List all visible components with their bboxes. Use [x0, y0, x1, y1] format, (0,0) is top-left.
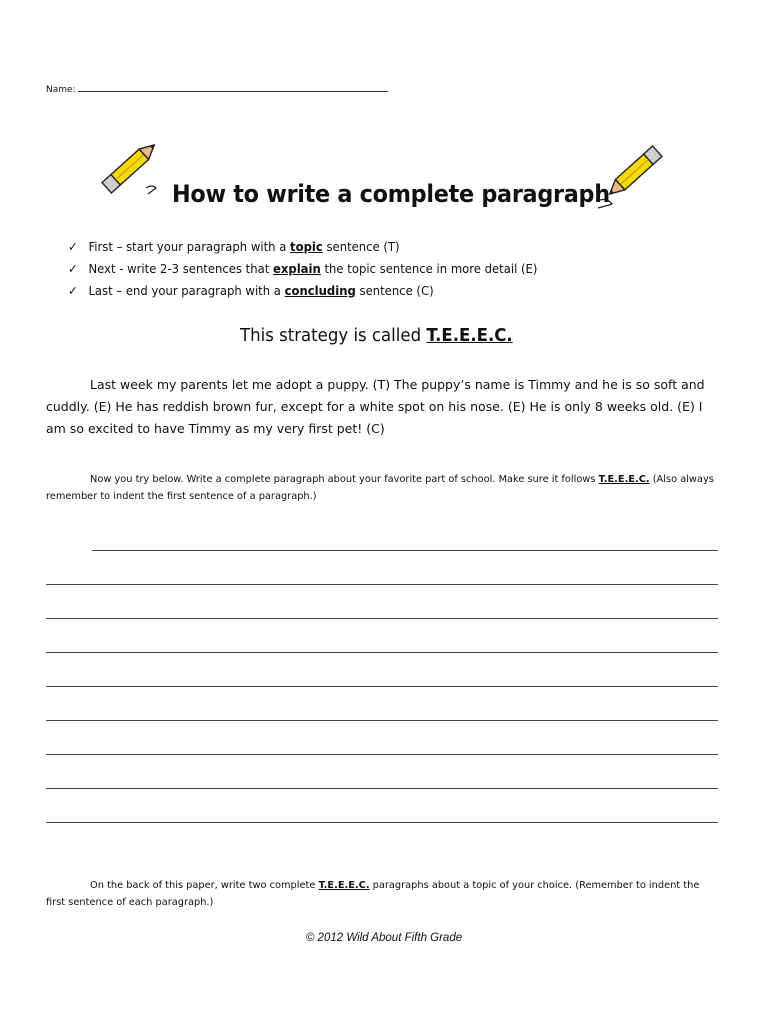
- check-icon: ✓: [68, 283, 78, 298]
- writing-line[interactable]: [46, 618, 718, 619]
- writing-line[interactable]: [46, 584, 718, 585]
- writing-line[interactable]: [46, 686, 718, 687]
- instructions-before: Now you try below. Write a complete paragraph about your favorite part of school. Make sure it follows: [90, 474, 599, 485]
- back-note-code: T.E.E.E.C.: [318, 880, 370, 891]
- check-icon: ✓: [68, 239, 78, 254]
- instructions-text: [46, 471, 720, 505]
- step-text: Last – end your paragraph with a: [88, 283, 285, 298]
- step-keyword: concluding: [284, 283, 356, 298]
- step-text: the topic sentence in more detail (E): [320, 261, 538, 276]
- strategy-prefix: This strategy is called: [240, 325, 427, 346]
- list-item: [68, 280, 537, 302]
- back-note-before: On the back of this paper, write two complete: [90, 880, 319, 891]
- back-note-after: paragraphs about a topic of your choice. (Remember to indent the first sentence of each paragraph.): [46, 880, 700, 908]
- check-icon: ✓: [68, 261, 78, 276]
- pencil-icon: [96, 130, 168, 200]
- strategy-heading: [240, 325, 513, 346]
- page-title: How to write a complete paragraph: [172, 180, 610, 208]
- instructions-code: T.E.E.E.C.: [598, 474, 650, 485]
- step-keyword: explain: [272, 261, 321, 276]
- writing-line[interactable]: [46, 754, 718, 755]
- writing-line[interactable]: [46, 822, 718, 823]
- list-item: [68, 236, 537, 258]
- steps-list: [68, 236, 573, 302]
- step-text: sentence (C): [355, 283, 434, 298]
- writing-line[interactable]: [46, 652, 718, 653]
- instructions-after: (Also always remember to indent the first sentence of a paragraph.): [46, 474, 714, 502]
- name-field[interactable]: [46, 82, 388, 95]
- name-underline: [78, 82, 388, 92]
- list-item: [68, 258, 537, 280]
- writing-line[interactable]: [46, 720, 718, 721]
- step-text: Next - write 2-3 sentences that: [88, 261, 273, 276]
- step-text: sentence (T): [322, 239, 400, 254]
- step-keyword: topic: [290, 239, 323, 254]
- name-label: Name:: [46, 85, 76, 95]
- writing-line[interactable]: [46, 788, 718, 789]
- example-paragraph: Last week my parents let me adopt a puppy. (T) The puppy’s name is Timmy and he is so soft and cuddly. (E) He has reddish brown fur, except for a white spot on his nose. (E) He is only 8 weeks old. (E) I am so excited to have Timmy as my very first pet! (C): [46, 377, 705, 436]
- back-note: [46, 877, 720, 911]
- step-text: First – start your paragraph with a: [88, 239, 291, 254]
- strategy-code: T.E.E.E.C.: [426, 325, 513, 346]
- writing-line[interactable]: [92, 550, 718, 551]
- copyright: © 2012 Wild About Fifth Grade: [305, 932, 463, 944]
